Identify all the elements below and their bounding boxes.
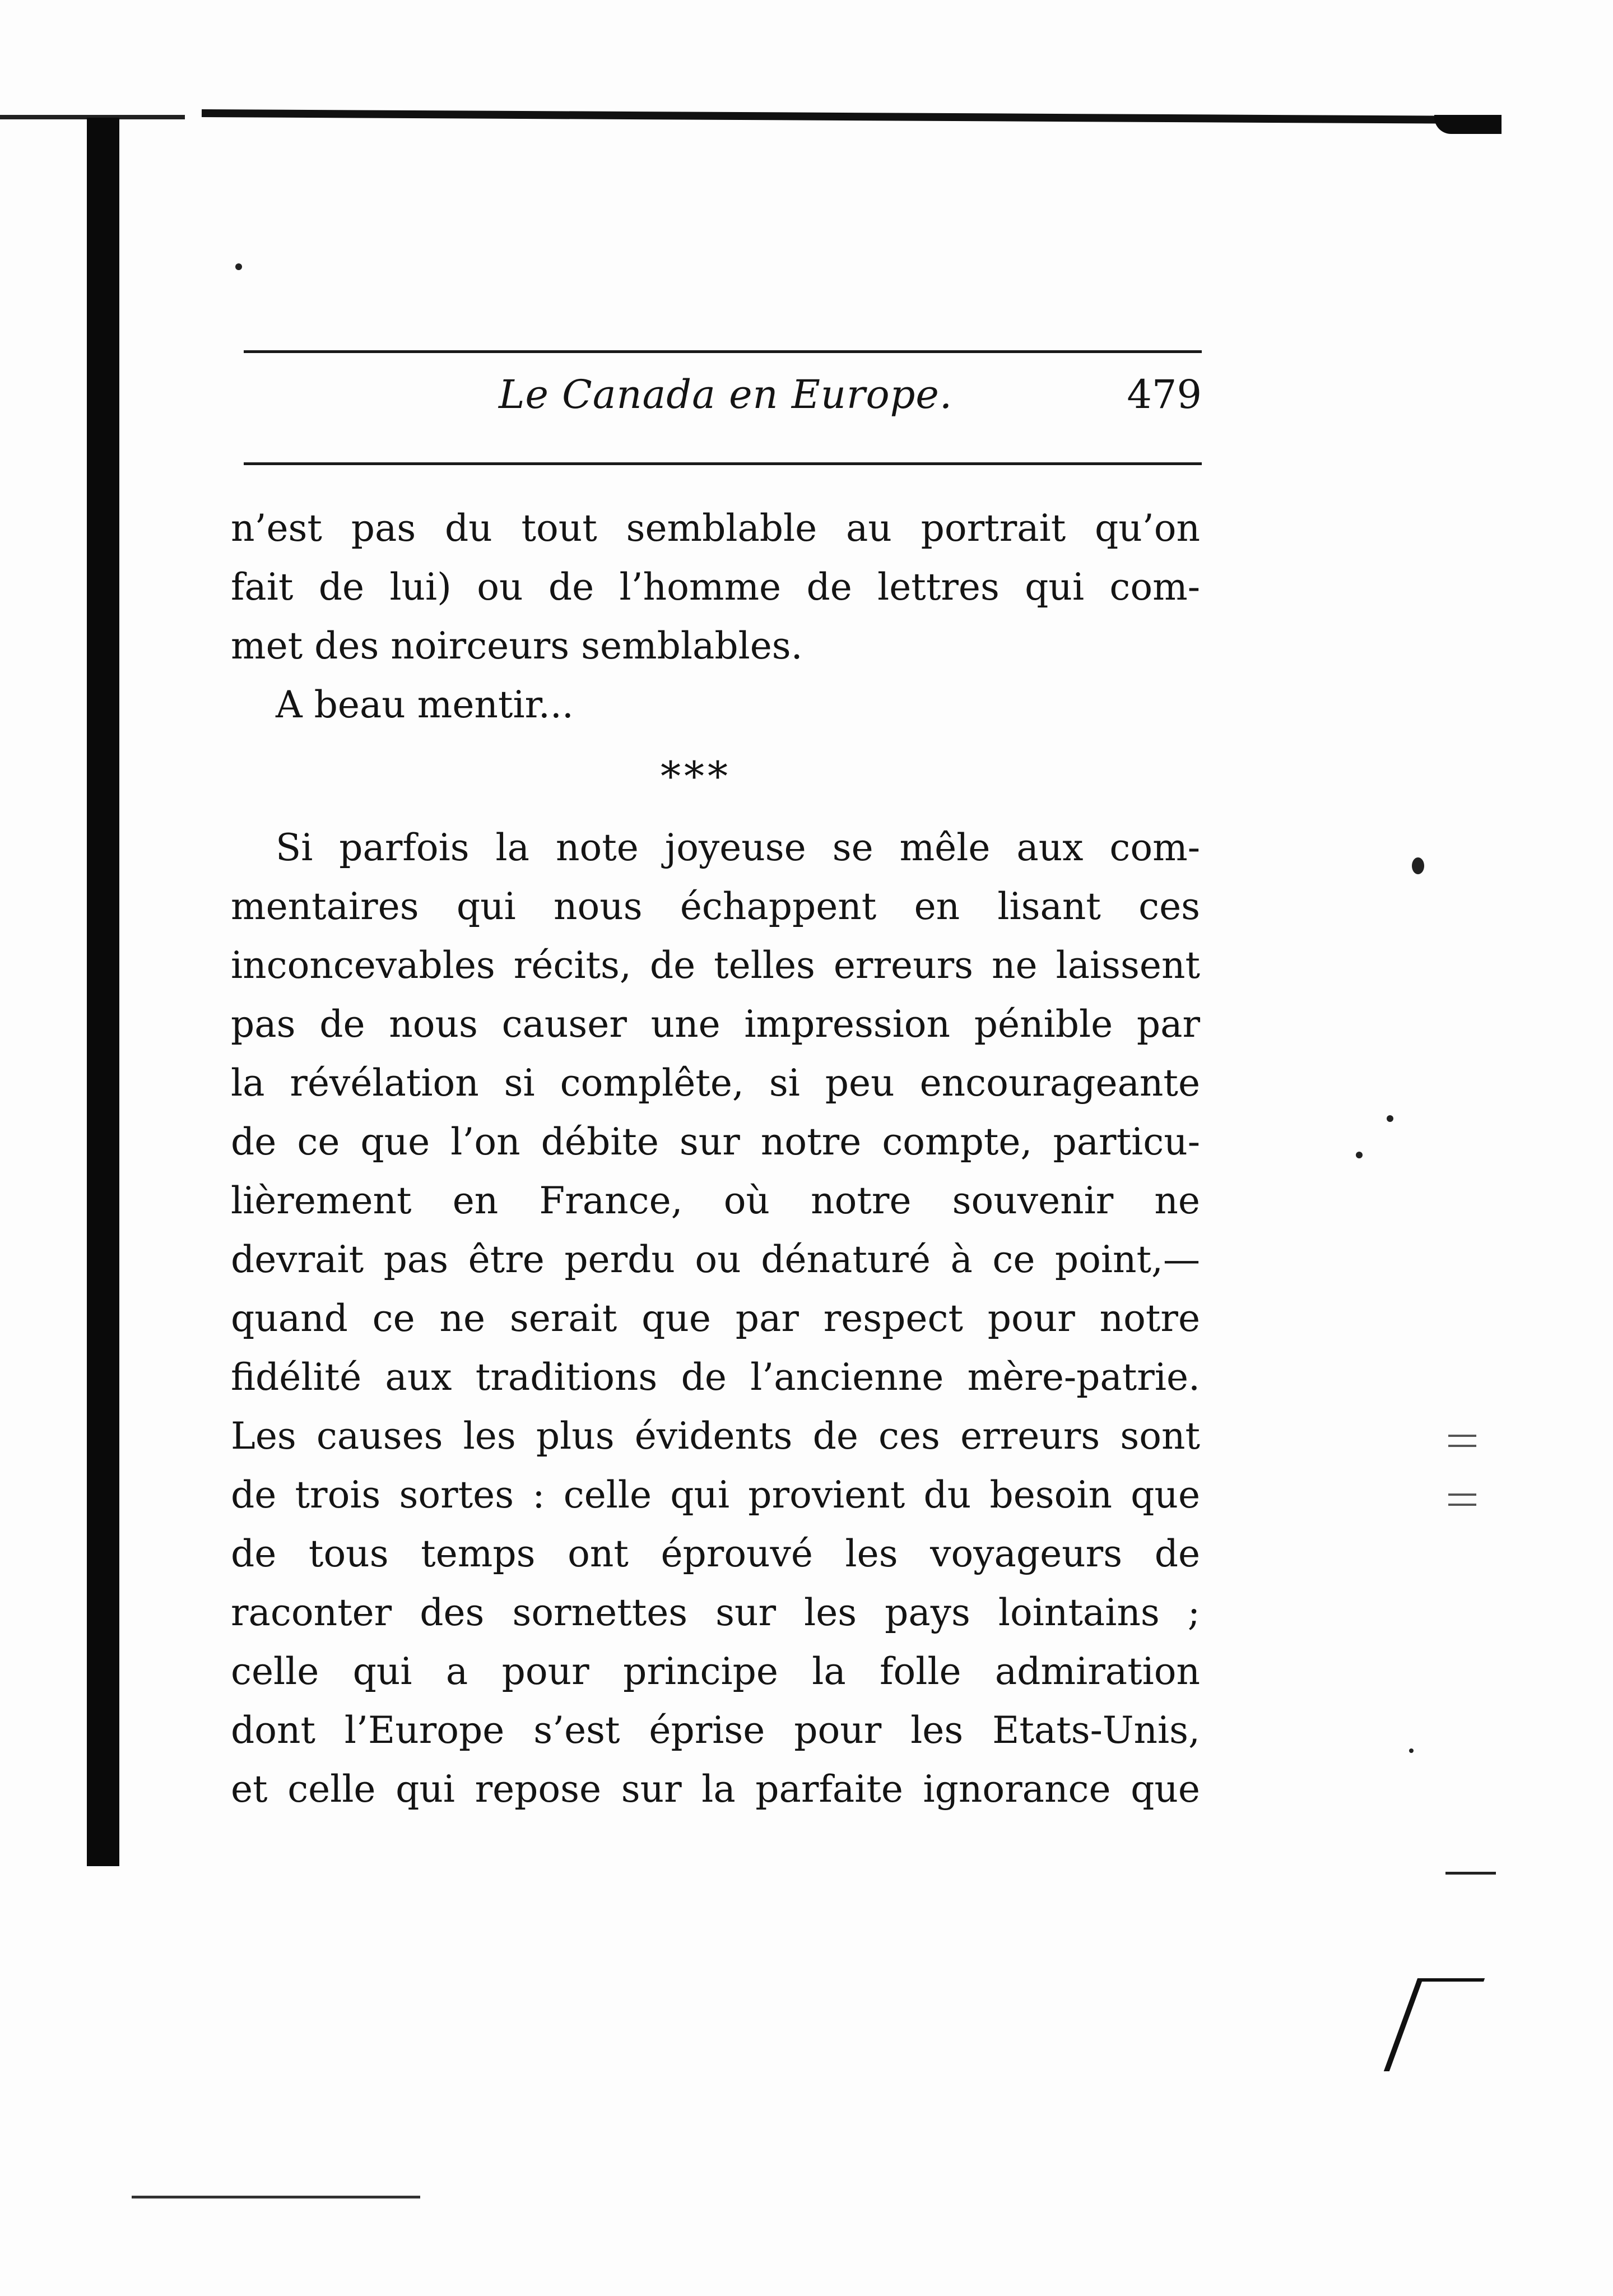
text-line: inconcevables récits, de telles erreurs ne laissent <box>231 944 1200 987</box>
text-line: quand ce ne serait que par respect pour notre <box>231 1297 1200 1340</box>
text-line: Si parfois la note joyeuse se mêle aux com- <box>276 826 1200 869</box>
scan-margin-mark <box>1448 1435 1476 1447</box>
text-line: la révélation si complête, si peu encourageante <box>231 1061 1200 1105</box>
text-line: raconter des sornettes sur les pays lointains ; <box>231 1591 1200 1634</box>
scan-binding-shadow <box>87 118 119 1866</box>
text-line: celle qui a pour principe la folle admiration <box>231 1650 1200 1693</box>
text-line: fait de lui) ou de l’homme de lettres qui com- <box>231 565 1200 609</box>
text-line: fidélité aux traditions de l’ancienne mère-patrie. <box>231 1356 1200 1399</box>
scan-bottom-edge <box>132 2196 420 2198</box>
scan-speck <box>235 263 242 270</box>
scan-speck <box>1409 1748 1414 1753</box>
text-line: Les causes les plus évidents de ces erreurs sont <box>231 1414 1200 1458</box>
scan-speck <box>1412 857 1424 874</box>
text-line: dont l’Europe s’est éprise pour les Etats-Unis, <box>231 1709 1200 1752</box>
page-body <box>231 499 1200 1819</box>
text-line: de tous temps ont éprouvé les voyageurs de <box>231 1532 1200 1575</box>
text-line: n’est pas du tout semblable au portrait qu’on <box>231 507 1200 550</box>
text-line: lièrement en France, où notre souvenir ne <box>231 1179 1200 1222</box>
header-top-rule <box>244 350 1202 353</box>
scan-speck <box>1356 1152 1363 1158</box>
scan-right-edge <box>1445 1872 1496 1875</box>
scan-margin-mark <box>1448 1493 1476 1506</box>
scan-speck <box>1387 1115 1393 1122</box>
text-line: pas de nous causer une impression pénible par <box>231 1003 1200 1046</box>
scan-corner-mark <box>1384 1978 1485 2071</box>
text-line: de trois sortes : celle qui provient du besoin que <box>231 1473 1200 1516</box>
text-line: devrait pas être perdu ou dénaturé à ce point,— <box>231 1238 1200 1281</box>
text-line: de ce que l’on débite sur notre compte, particu- <box>231 1120 1200 1163</box>
text-line: met des noirceurs semblables. <box>231 624 803 667</box>
scan-top-corner <box>1434 115 1502 134</box>
running-head <box>241 367 1202 429</box>
text-line: mentaires qui nous échappent en lisant ces <box>231 885 1200 928</box>
text-line: et celle qui repose sur la parfaite ignorance que <box>231 1768 1200 1811</box>
running-head-title: Le Canada en Europe. <box>499 372 953 418</box>
text-line: A beau mentir... <box>276 683 574 726</box>
page-number: 479 <box>1127 372 1202 418</box>
header-bottom-rule <box>244 462 1202 465</box>
scan-top-edge <box>202 109 1490 124</box>
section-separator: *** <box>661 753 731 800</box>
